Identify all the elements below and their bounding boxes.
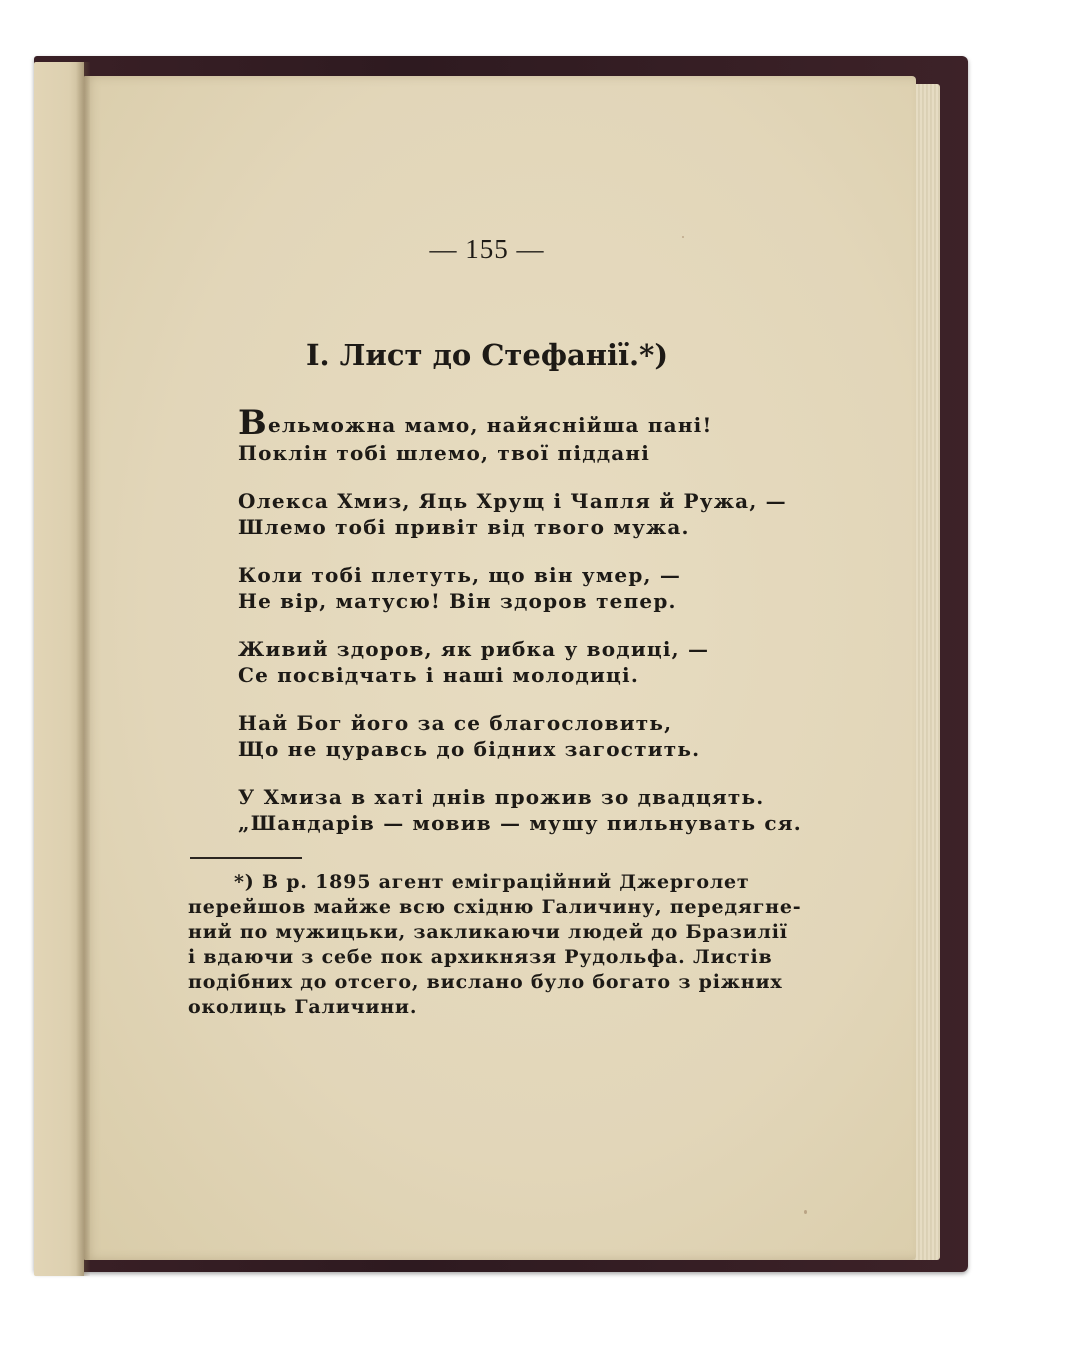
poem-line: Най Бог його за се благословить,	[238, 711, 673, 735]
stanza	[238, 636, 878, 688]
page-number: — 155 —	[429, 234, 545, 264]
book-page	[84, 76, 916, 1260]
poem-line: Шлемо тобі привіт від твого мужа.	[238, 515, 690, 539]
footnote-line: перейшов майже всю східню Галичину, передягне-	[188, 896, 802, 918]
poem-first-line	[238, 403, 878, 443]
poem-line: У Хмиза в хаті днів прожив зо двадцять.	[238, 785, 765, 809]
stanza	[238, 562, 878, 614]
stanza	[238, 440, 878, 466]
footnote-line: і вдаючи з себе пок архикнязя Рудольфа. Листів	[188, 946, 773, 968]
poem-line: Живий здоров, як рибка у водиці, —	[238, 637, 710, 661]
drop-initial: В	[238, 403, 268, 443]
paper-speck	[682, 236, 684, 238]
poem-line: „Шандарів — мовив — мушу пильнувать ся.	[238, 811, 802, 835]
page-gutter-shadow	[76, 62, 90, 1276]
stanza	[238, 784, 878, 836]
poem-line: Поклін тобі шлемо, твої піддані	[238, 441, 651, 465]
stanza	[238, 488, 878, 540]
poem-title: I. Лист до Стефанії.*)	[305, 338, 669, 372]
footnote-divider	[190, 857, 302, 859]
poem-line: Не вір, матусю! Він здоров тепер.	[238, 589, 677, 613]
footnote	[188, 870, 802, 1020]
poem-line: Коли тобі плетуть, що він умер, —	[238, 563, 682, 587]
stanza	[238, 710, 878, 762]
poem-line: Олекса Хмиз, Яць Хрущ і Чапля й Ружа, —	[238, 489, 787, 513]
footnote-line: подібних до отсего, вислано було богато з ріжних	[188, 971, 783, 993]
footnote-line: *) В р. 1895 агент еміграційний Джерголет	[234, 871, 750, 893]
first-line-text: ельможна мамо, найяснійша пані!	[267, 413, 713, 437]
poem-line: Се посвідчать і наші молодиці.	[238, 663, 639, 687]
paper-speck	[804, 1210, 807, 1214]
footnote-line: ний по мужицьки, закликаючи людей до Бразилії	[188, 921, 788, 943]
poem-body	[238, 403, 878, 858]
footnote-line: околиць Галичини.	[188, 996, 418, 1018]
poem-line: Що не цуравсь до бідних загостить.	[238, 737, 701, 761]
